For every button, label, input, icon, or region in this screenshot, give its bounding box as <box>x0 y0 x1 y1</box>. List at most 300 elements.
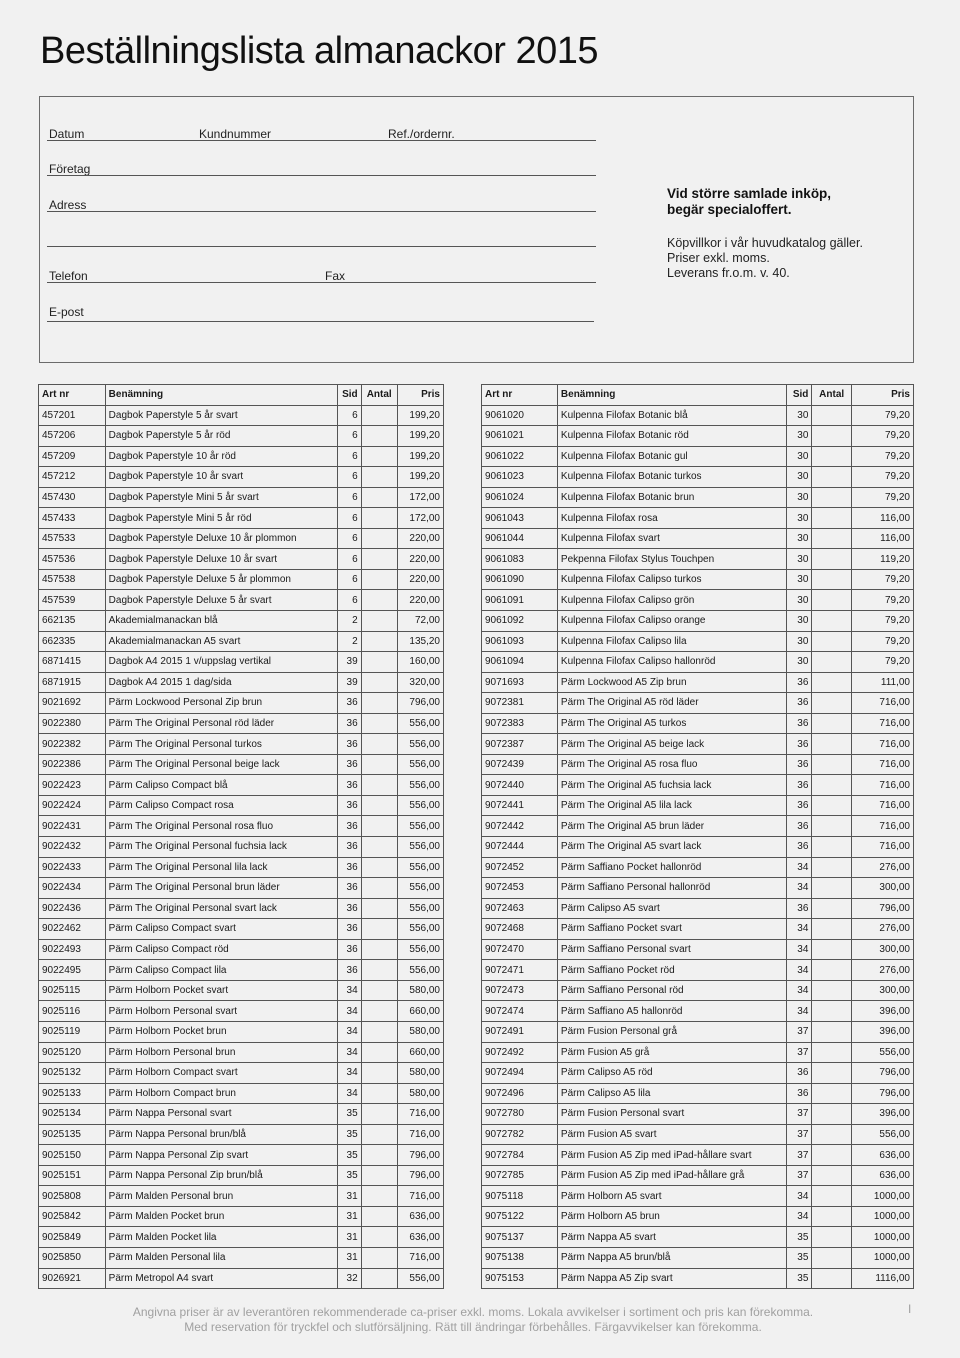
cell-pris: 79,20 <box>851 652 913 673</box>
footer-disclaimer <box>0 1305 946 1335</box>
cell-antal-input[interactable] <box>812 898 852 919</box>
cell-artnr: 9022462 <box>39 919 106 940</box>
cell-artnr: 9072387 <box>482 734 558 755</box>
cell-benamning: Kulpenna Filofax Calipso grön <box>557 590 786 611</box>
cell-artnr: 9026921 <box>39 1268 106 1289</box>
cell-antal-input[interactable] <box>361 816 397 837</box>
cell-antal-input[interactable] <box>812 611 852 632</box>
cell-antal-input[interactable] <box>812 652 852 673</box>
cell-artnr: 9072444 <box>482 837 558 858</box>
cell-antal-input[interactable] <box>812 487 852 508</box>
cell-pris: 300,00 <box>851 980 913 1001</box>
table-row <box>482 734 914 755</box>
table-row <box>39 1186 444 1207</box>
table-row <box>482 980 914 1001</box>
cell-antal-input[interactable] <box>361 569 397 590</box>
table-row <box>482 919 914 940</box>
datum-line[interactable] <box>47 140 596 141</box>
cell-pris: 660,00 <box>397 1042 443 1063</box>
cell-antal-input[interactable] <box>361 405 397 426</box>
cell-antal-input[interactable] <box>812 960 852 981</box>
cell-antal-input[interactable] <box>812 549 852 570</box>
cell-sid: 31 <box>337 1206 361 1227</box>
cell-pris: 220,00 <box>397 549 443 570</box>
cell-artnr: 9025133 <box>39 1083 106 1104</box>
cell-sid: 6 <box>337 487 361 508</box>
table-row <box>39 611 444 632</box>
cell-antal-input[interactable] <box>812 754 852 775</box>
cell-sid: 30 <box>786 652 812 673</box>
foretag-line[interactable] <box>47 175 596 176</box>
cell-sid: 36 <box>786 816 812 837</box>
table-row <box>482 837 914 858</box>
cell-sid: 34 <box>786 939 812 960</box>
cell-benamning: Dagbok Paperstyle Deluxe 10 år svart <box>105 549 337 570</box>
cell-artnr: 9075137 <box>482 1227 558 1248</box>
cell-benamning: Pärm Fusion A5 Zip med iPad-hållare grå <box>557 1165 786 1186</box>
cell-pris: 79,20 <box>851 569 913 590</box>
cell-antal-input[interactable] <box>812 919 852 940</box>
cell-antal-input[interactable] <box>361 652 397 673</box>
cell-sid: 2 <box>337 611 361 632</box>
cell-artnr: 9072441 <box>482 795 558 816</box>
cell-antal-input[interactable] <box>361 446 397 467</box>
cell-benamning: Pärm Fusion Personal svart <box>557 1104 786 1125</box>
footer-line-1: Angivna priser är av leverantören rekommenderade ca-priser exkl. moms. Lokala avvikelser i sortiment och pris kan förekomma. <box>132 1305 814 1319</box>
cell-antal-input[interactable] <box>812 857 852 878</box>
cell-antal-input[interactable] <box>361 1124 397 1145</box>
cell-antal-input[interactable] <box>361 878 397 899</box>
cell-antal-input[interactable] <box>812 1124 852 1145</box>
table-row <box>482 528 914 549</box>
cell-artnr: 9071693 <box>482 672 558 693</box>
table-row <box>482 590 914 611</box>
cell-artnr: 9025151 <box>39 1165 106 1186</box>
cell-benamning: Pärm The Original Personal fuchsia lack <box>105 837 337 858</box>
cell-antal-input[interactable] <box>361 1165 397 1186</box>
cell-antal-input[interactable] <box>361 754 397 775</box>
cell-benamning: Pärm Nappa Personal Zip brun/blå <box>105 1165 337 1186</box>
cell-antal-input[interactable] <box>361 898 397 919</box>
cell-benamning: Pärm The Original Personal svart lack <box>105 898 337 919</box>
cell-antal-input[interactable] <box>812 693 852 714</box>
cell-antal-input[interactable] <box>361 467 397 488</box>
cell-antal-input[interactable] <box>812 528 852 549</box>
table-row <box>39 569 444 590</box>
cell-artnr: 9061094 <box>482 652 558 673</box>
cell-sid: 6 <box>337 508 361 529</box>
cell-pris: 556,00 <box>397 898 443 919</box>
cell-pris: 1000,00 <box>851 1206 913 1227</box>
cell-sid: 37 <box>786 1145 812 1166</box>
cell-pris: 396,00 <box>851 1021 913 1042</box>
cell-pris: 716,00 <box>851 837 913 858</box>
cell-benamning: Pärm Malden Personal lila <box>105 1247 337 1268</box>
cell-antal-input[interactable] <box>361 631 397 652</box>
cell-pris: 580,00 <box>397 1083 443 1104</box>
cell-antal-input[interactable] <box>812 1227 852 1248</box>
cell-artnr: 9025115 <box>39 980 106 1001</box>
table-row <box>482 816 914 837</box>
cell-sid: 36 <box>337 734 361 755</box>
cell-antal-input[interactable] <box>361 775 397 796</box>
cell-pris: 116,00 <box>851 508 913 529</box>
cell-antal-input[interactable] <box>812 837 852 858</box>
cell-benamning: Pärm Nappa Personal svart <box>105 1104 337 1125</box>
cell-artnr: 9025850 <box>39 1247 106 1268</box>
cell-artnr: 9025132 <box>39 1063 106 1084</box>
table-row <box>482 405 914 426</box>
cell-pris: 796,00 <box>397 693 443 714</box>
cell-pris: 636,00 <box>397 1206 443 1227</box>
cell-sid: 34 <box>786 878 812 899</box>
cell-pris: 716,00 <box>851 734 913 755</box>
header-antal: Antal <box>812 385 852 406</box>
cell-benamning: Pärm Saffiano Pocket röd <box>557 960 786 981</box>
cell-artnr: 9061021 <box>482 426 558 447</box>
cell-antal-input[interactable] <box>812 569 852 590</box>
cell-pris: 580,00 <box>397 1063 443 1084</box>
cell-antal-input[interactable] <box>812 1268 852 1289</box>
cell-benamning: Kulpenna Filofax Botanic turkos <box>557 467 786 488</box>
cell-benamning: Akademialmanackan A5 svart <box>105 631 337 652</box>
cell-artnr: 9025842 <box>39 1206 106 1227</box>
cell-sid: 30 <box>786 590 812 611</box>
cell-artnr: 9061022 <box>482 446 558 467</box>
foretag-label: Företag <box>49 162 91 176</box>
cell-antal-input[interactable] <box>812 816 852 837</box>
cell-artnr: 9061090 <box>482 569 558 590</box>
cell-pris: 796,00 <box>851 898 913 919</box>
cell-pris: 276,00 <box>851 919 913 940</box>
epost-line[interactable] <box>47 321 594 322</box>
table-row <box>482 775 914 796</box>
cell-artnr: 9072491 <box>482 1021 558 1042</box>
table-row <box>39 467 444 488</box>
cell-pris: 796,00 <box>397 1145 443 1166</box>
cell-artnr: 6871415 <box>39 652 106 673</box>
cell-antal-input[interactable] <box>361 857 397 878</box>
cell-antal-input[interactable] <box>812 446 852 467</box>
cell-artnr: 9022432 <box>39 837 106 858</box>
cell-benamning: Pärm Calipso Compact lila <box>105 960 337 981</box>
cell-antal-input[interactable] <box>361 528 397 549</box>
cell-benamning: Pärm Holborn Pocket svart <box>105 980 337 1001</box>
cell-antal-input[interactable] <box>812 795 852 816</box>
cell-sid: 36 <box>337 795 361 816</box>
header-artnr: Art nr <box>39 385 106 406</box>
header-sid: Sid <box>786 385 812 406</box>
cell-sid: 35 <box>337 1104 361 1125</box>
cell-pris: 556,00 <box>397 775 443 796</box>
cell-benamning: Dagbok Paperstyle Deluxe 5 år svart <box>105 590 337 611</box>
cell-artnr: 9022433 <box>39 857 106 878</box>
table-row <box>482 1186 914 1207</box>
cell-sid: 36 <box>337 919 361 940</box>
cell-antal-input[interactable] <box>361 1206 397 1227</box>
cell-antal-input[interactable] <box>361 1247 397 1268</box>
cell-benamning: Pärm Saffiano A5 hallonröd <box>557 1001 786 1022</box>
cell-antal-input[interactable] <box>361 1021 397 1042</box>
cell-artnr: 9022431 <box>39 816 106 837</box>
cell-antal-input[interactable] <box>812 467 852 488</box>
cell-benamning: Pärm Saffiano Personal svart <box>557 939 786 960</box>
table-row <box>39 549 444 570</box>
cell-sid: 32 <box>337 1268 361 1289</box>
table-row <box>39 693 444 714</box>
cell-benamning: Pärm Calipso A5 röd <box>557 1063 786 1084</box>
cell-artnr: 9072494 <box>482 1063 558 1084</box>
cell-antal-input[interactable] <box>812 1206 852 1227</box>
cell-sid: 34 <box>337 1021 361 1042</box>
cell-antal-input[interactable] <box>812 508 852 529</box>
table-row <box>39 1001 444 1022</box>
cell-antal-input[interactable] <box>361 1104 397 1125</box>
cell-benamning: Pärm Malden Pocket brun <box>105 1206 337 1227</box>
table-row <box>39 426 444 447</box>
cell-benamning: Dagbok Paperstyle Deluxe 10 år plommon <box>105 528 337 549</box>
table-row <box>39 754 444 775</box>
cell-artnr: 9072473 <box>482 980 558 1001</box>
offer-line-2: begär specialoffert. <box>667 202 792 217</box>
cell-antal-input[interactable] <box>361 1001 397 1022</box>
cell-artnr: 9022386 <box>39 754 106 775</box>
adress-line[interactable] <box>47 211 596 212</box>
table-row <box>39 857 444 878</box>
cell-sid: 36 <box>337 693 361 714</box>
cell-benamning: Pärm Holborn A5 brun <box>557 1206 786 1227</box>
cell-pris: 556,00 <box>397 754 443 775</box>
cell-sid: 34 <box>786 1206 812 1227</box>
cell-pris: 580,00 <box>397 980 443 1001</box>
cell-pris: 636,00 <box>397 1227 443 1248</box>
cell-benamning: Kulpenna Filofax Botanic gul <box>557 446 786 467</box>
cell-pris: 79,20 <box>851 487 913 508</box>
cell-antal-input[interactable] <box>812 1042 852 1063</box>
cell-antal-input[interactable] <box>361 734 397 755</box>
table-row <box>482 508 914 529</box>
cell-benamning: Pärm Fusion A5 Zip med iPad-hållare svart <box>557 1145 786 1166</box>
table-row <box>39 878 444 899</box>
cell-benamning: Kulpenna Filofax Calipso turkos <box>557 569 786 590</box>
header-benamning: Benämning <box>105 385 337 406</box>
cell-antal-input[interactable] <box>361 672 397 693</box>
cell-pris: 300,00 <box>851 939 913 960</box>
cell-artnr: 457433 <box>39 508 106 529</box>
table-row <box>39 939 444 960</box>
cell-artnr: 9061083 <box>482 549 558 570</box>
cell-antal-input[interactable] <box>361 487 397 508</box>
cell-artnr: 9061024 <box>482 487 558 508</box>
cell-antal-input[interactable] <box>361 1186 397 1207</box>
cell-sid: 34 <box>337 1063 361 1084</box>
adress-line-2[interactable] <box>47 246 596 247</box>
cell-sid: 34 <box>337 1001 361 1022</box>
cell-sid: 36 <box>786 1083 812 1104</box>
cell-artnr: 9025150 <box>39 1145 106 1166</box>
table-row <box>39 1063 444 1084</box>
table-row <box>482 1268 914 1289</box>
cell-pris: 172,00 <box>397 508 443 529</box>
table-row <box>39 713 444 734</box>
cell-antal-input[interactable] <box>361 1042 397 1063</box>
cell-pris: 716,00 <box>851 795 913 816</box>
table-row <box>39 816 444 837</box>
cell-sid: 36 <box>786 754 812 775</box>
cell-benamning: Pärm The Original A5 lila lack <box>557 795 786 816</box>
cell-pris: 135,20 <box>397 631 443 652</box>
cell-pris: 716,00 <box>397 1247 443 1268</box>
cell-antal-input[interactable] <box>361 1063 397 1084</box>
cell-antal-input[interactable] <box>361 919 397 940</box>
cell-pris: 556,00 <box>397 939 443 960</box>
cell-antal-input[interactable] <box>812 1165 852 1186</box>
table-row <box>482 1206 914 1227</box>
cell-sid: 2 <box>337 631 361 652</box>
cell-benamning: Pärm The Original A5 brun läder <box>557 816 786 837</box>
table-row <box>482 1247 914 1268</box>
cell-sid: 35 <box>786 1227 812 1248</box>
cell-sid: 34 <box>337 1083 361 1104</box>
cell-antal-input[interactable] <box>361 508 397 529</box>
cell-sid: 34 <box>337 980 361 1001</box>
cell-antal-input[interactable] <box>361 590 397 611</box>
cell-pris: 716,00 <box>397 1186 443 1207</box>
cell-antal-input[interactable] <box>361 549 397 570</box>
cell-pris: 300,00 <box>851 878 913 899</box>
cell-pris: 716,00 <box>851 775 913 796</box>
telefon-line[interactable] <box>47 282 596 283</box>
cell-pris: 556,00 <box>397 878 443 899</box>
cell-antal-input[interactable] <box>361 693 397 714</box>
cell-antal-input[interactable] <box>361 960 397 981</box>
cell-antal-input[interactable] <box>812 1247 852 1268</box>
cell-antal-input[interactable] <box>361 837 397 858</box>
ref-label: Ref./ordernr. <box>388 127 455 141</box>
cell-antal-input[interactable] <box>361 939 397 960</box>
cell-artnr: 9072381 <box>482 693 558 714</box>
page-marker: I <box>908 1302 912 1316</box>
fax-label: Fax <box>325 269 346 283</box>
cell-artnr: 9072463 <box>482 898 558 919</box>
cell-pris: 396,00 <box>851 1104 913 1125</box>
cell-antal-input[interactable] <box>361 611 397 632</box>
cell-antal-input[interactable] <box>812 713 852 734</box>
cell-pris: 1000,00 <box>851 1227 913 1248</box>
cell-pris: 119,20 <box>851 549 913 570</box>
cell-benamning: Pärm The Original Personal rosa fluo <box>105 816 337 837</box>
table-row <box>39 1227 444 1248</box>
cell-antal-input[interactable] <box>361 795 397 816</box>
cell-artnr: 9072474 <box>482 1001 558 1022</box>
cell-pris: 556,00 <box>397 713 443 734</box>
cell-sid: 6 <box>337 405 361 426</box>
cell-sid: 6 <box>337 467 361 488</box>
cell-benamning: Dagbok A4 2015 1 v/uppslag vertikal <box>105 652 337 673</box>
cell-artnr: 457209 <box>39 446 106 467</box>
cell-antal-input[interactable] <box>361 713 397 734</box>
cell-sid: 36 <box>786 734 812 755</box>
cell-artnr: 9022434 <box>39 878 106 899</box>
cell-antal-input[interactable] <box>812 672 852 693</box>
cell-antal-input[interactable] <box>812 1145 852 1166</box>
cell-antal-input[interactable] <box>361 1227 397 1248</box>
cell-artnr: 9061043 <box>482 508 558 529</box>
cell-sid: 36 <box>786 1063 812 1084</box>
cell-benamning: Dagbok Paperstyle Deluxe 5 år plommon <box>105 569 337 590</box>
cell-antal-input[interactable] <box>812 590 852 611</box>
cell-antal-input[interactable] <box>812 878 852 899</box>
cell-benamning: Kulpenna Filofax Botanic röd <box>557 426 786 447</box>
table-row <box>39 1042 444 1063</box>
cell-antal-input[interactable] <box>361 426 397 447</box>
cell-antal-input[interactable] <box>361 980 397 1001</box>
terms-line-2: Priser exkl. moms. <box>667 251 770 265</box>
cell-benamning: Pärm Nappa Personal brun/blå <box>105 1124 337 1145</box>
cell-pris: 396,00 <box>851 1001 913 1022</box>
cell-benamning: Dagbok Paperstyle 10 år svart <box>105 467 337 488</box>
cell-antal-input[interactable] <box>812 775 852 796</box>
cell-artnr: 9022382 <box>39 734 106 755</box>
product-table-left <box>38 384 444 1289</box>
cell-sid: 36 <box>337 713 361 734</box>
table-row <box>482 487 914 508</box>
header-antal: Antal <box>361 385 397 406</box>
cell-antal-input[interactable] <box>812 405 852 426</box>
epost-label: E-post <box>49 305 84 319</box>
cell-antal-input[interactable] <box>361 1145 397 1166</box>
cell-pris: 111,00 <box>851 672 913 693</box>
cell-antal-input[interactable] <box>812 1021 852 1042</box>
cell-antal-input[interactable] <box>812 1083 852 1104</box>
cell-artnr: 9025135 <box>39 1124 106 1145</box>
cell-sid: 30 <box>786 405 812 426</box>
cell-antal-input[interactable] <box>812 734 852 755</box>
cell-antal-input[interactable] <box>812 1063 852 1084</box>
cell-antal-input[interactable] <box>812 1001 852 1022</box>
cell-antal-input[interactable] <box>812 631 852 652</box>
cell-sid: 37 <box>786 1104 812 1125</box>
cell-sid: 34 <box>786 919 812 940</box>
cell-artnr: 9061020 <box>482 405 558 426</box>
cell-pris: 199,20 <box>397 467 443 488</box>
cell-antal-input[interactable] <box>812 426 852 447</box>
cell-sid: 36 <box>786 837 812 858</box>
table-row <box>39 837 444 858</box>
table-row <box>482 1021 914 1042</box>
cell-sid: 36 <box>786 898 812 919</box>
page-title: Beställningslista almanackor 2015 <box>40 30 599 72</box>
cell-antal-input[interactable] <box>812 1104 852 1125</box>
cell-antal-input[interactable] <box>812 980 852 1001</box>
cell-antal-input[interactable] <box>812 939 852 960</box>
cell-antal-input[interactable] <box>361 1268 397 1289</box>
table-row <box>39 919 444 940</box>
cell-antal-input[interactable] <box>812 1186 852 1207</box>
cell-artnr: 457533 <box>39 528 106 549</box>
cell-benamning: Pärm The Original Personal brun läder <box>105 878 337 899</box>
cell-sid: 34 <box>786 980 812 1001</box>
table-row <box>39 1268 444 1289</box>
cell-artnr: 9061023 <box>482 467 558 488</box>
cell-pris: 556,00 <box>851 1042 913 1063</box>
cell-sid: 31 <box>337 1227 361 1248</box>
table-header <box>39 385 444 406</box>
cell-sid: 36 <box>337 898 361 919</box>
cell-antal-input[interactable] <box>361 1083 397 1104</box>
cell-artnr: 457212 <box>39 467 106 488</box>
cell-pris: 556,00 <box>397 816 443 837</box>
